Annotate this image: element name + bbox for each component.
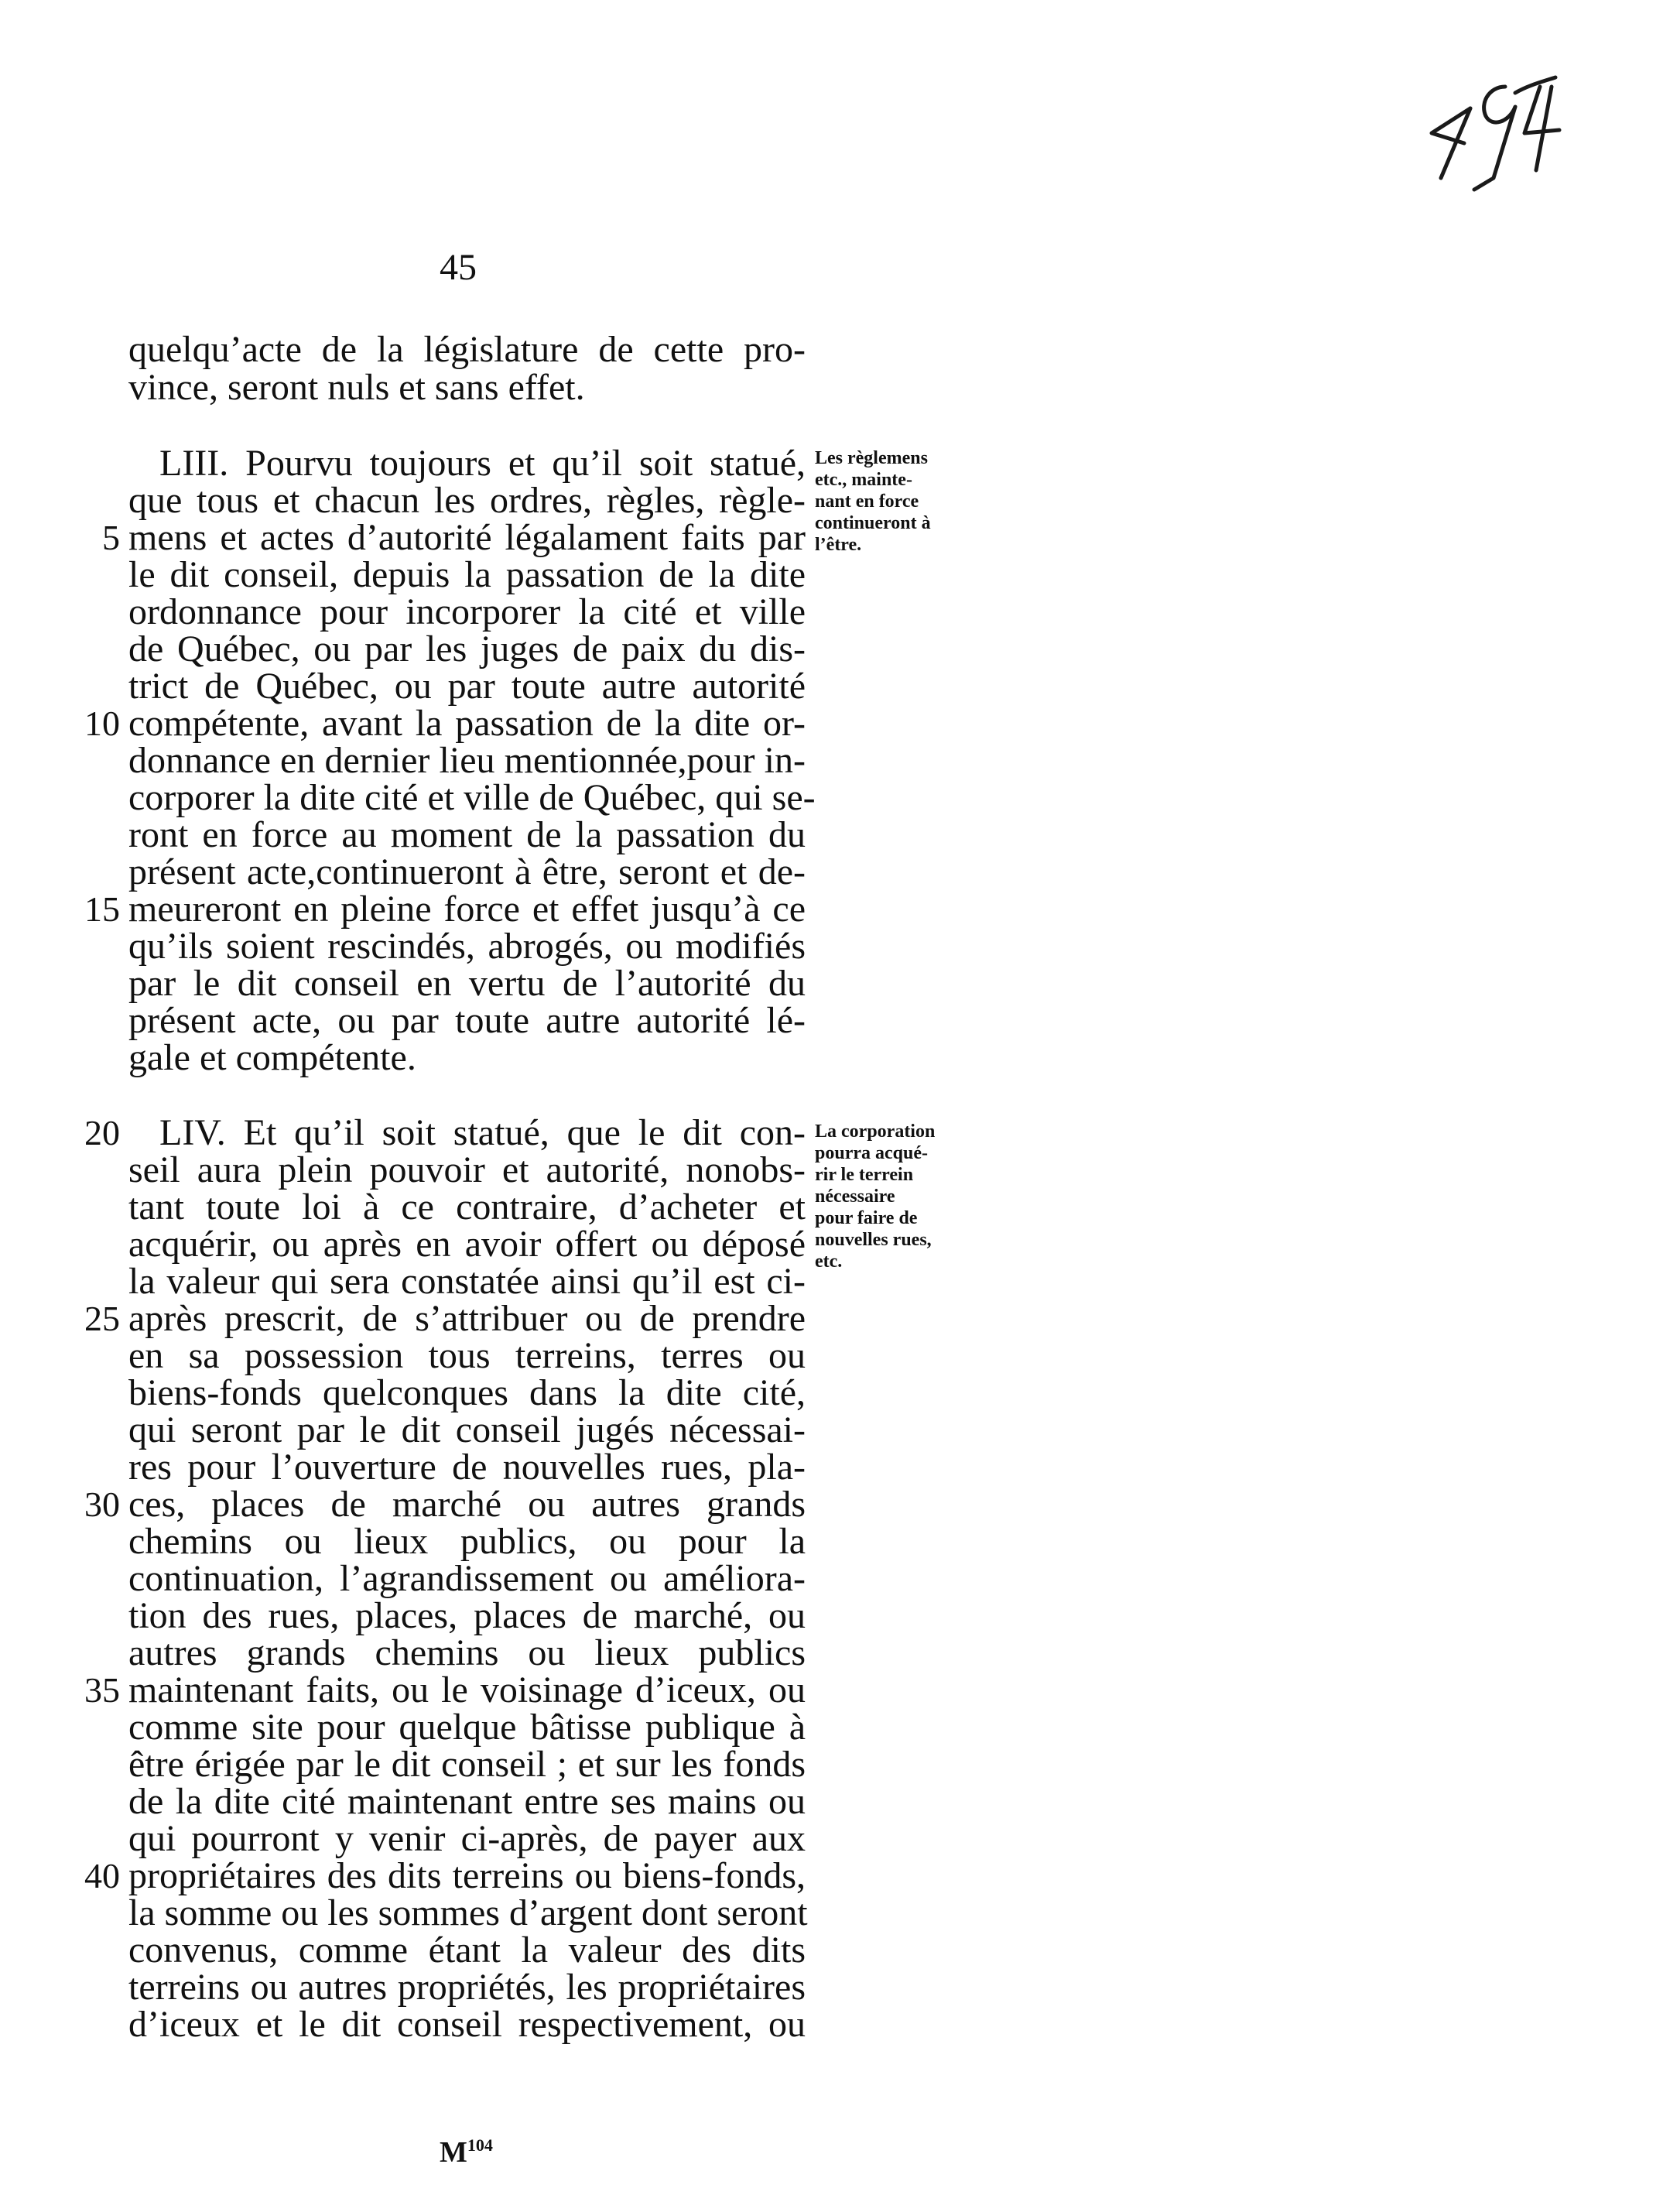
text-line: le dit conseil, depuis la passation de la dite: [128, 554, 806, 595]
text-line: comme site pour quelque bâtisse publique à: [128, 1707, 806, 1748]
text-line: ordonnance pour incorporer la cité et ville: [128, 591, 806, 632]
text-line: vince, seront nuls et sans effet.: [128, 367, 585, 408]
line-number: 20: [84, 1113, 120, 1152]
page-number: 45: [440, 247, 477, 288]
margin-note-line: l’être.: [815, 535, 862, 555]
line-number: 30: [84, 1484, 120, 1524]
text-line: biens-fonds quelconques dans la dite cité,: [128, 1372, 806, 1413]
text-line: chemins ou lieux publics, ou pour la: [128, 1521, 806, 1562]
line-number: 15: [84, 889, 120, 929]
margin-note: [815, 1121, 974, 1272]
text-line: trict de Québec, ou par toute autre autorité: [128, 666, 806, 707]
margin-note: [815, 447, 974, 556]
margin-note-line: nécessaire: [815, 1186, 895, 1207]
margin-note-line: continueront à: [815, 513, 931, 533]
text-line: la valeur qui sera constatée ainsi qu’il est ci-: [128, 1261, 806, 1302]
margin-note-line: pourra acqué-: [815, 1143, 928, 1163]
text-line: de la dite cité maintenant entre ses mains ou: [128, 1781, 806, 1822]
text-line: qui seront par le dit conseil jugés nécessai-: [128, 1409, 806, 1450]
text-line: par le dit conseil en vertu de l’autorité du: [128, 963, 806, 1004]
text-line: que tous et chacun les ordres, règles, règle-: [128, 480, 806, 521]
text-line: res pour l’ouverture de nouvelles rues, pla-: [128, 1447, 806, 1488]
line-number: 35: [84, 1670, 120, 1710]
text-line: acquérir, ou après en avoir offert ou déposé: [128, 1224, 806, 1265]
margin-note-line: etc., mainte-: [815, 470, 912, 490]
line-number: 40: [84, 1856, 120, 1895]
line-number: 10: [84, 704, 120, 743]
margin-note-line: nant en force: [815, 491, 919, 512]
margin-note-line: etc.: [815, 1252, 843, 1272]
margin-note-line: pour faire de: [815, 1208, 918, 1228]
text-line: qui pourront y venir ci-après, de payer aux: [128, 1818, 806, 1859]
text-line: gale et compétente.: [128, 1037, 416, 1078]
text-line: mens et actes d’autorité légalament faits par: [128, 517, 806, 558]
text-line: compétente, avant la passation de la dite or-: [128, 703, 806, 744]
text-line: tant toute loi à ce contraire, d’acheter et: [128, 1186, 806, 1228]
text-line: maintenant faits, ou le voisinage d’iceux, ou: [128, 1669, 806, 1710]
text-line: ront en force au moment de la passation du: [128, 814, 806, 855]
line-number: 25: [84, 1299, 120, 1338]
text-line: seil aura plein pouvoir et autorité, nonobs-: [128, 1149, 806, 1190]
text-line: terreins ou autres propriétés, les propriétaires: [128, 1967, 806, 2008]
text-line: LIV. Et qu’il soit statué, que le dit con-: [159, 1112, 806, 1153]
text-line: donnance en dernier lieu mentionnée,pour in-: [128, 740, 806, 781]
signature-number: 104: [467, 2135, 493, 2155]
text-line: ces, places de marché ou autres grands: [128, 1484, 806, 1525]
text-line: autres grands chemins ou lieux publics: [128, 1632, 806, 1673]
text-line: la somme ou les sommes d’argent dont seront: [128, 1892, 808, 1933]
margin-note-line: nouvelles rues,: [815, 1230, 932, 1250]
text-line: en sa possession tous terreins, terres ou: [128, 1335, 806, 1376]
text-line: présent acte, ou par toute autre autorité lé-: [128, 1000, 806, 1041]
text-line: propriétaires des dits terreins ou biens-fonds,: [128, 1855, 806, 1896]
margin-note-line: rir le terrein: [815, 1165, 914, 1185]
text-line: être érigée par le dit conseil ; et sur les fonds: [128, 1744, 806, 1785]
margin-note-line: Les règlemens: [815, 448, 928, 468]
text-line: LIII. Pourvu toujours et qu’il soit statué,: [159, 443, 806, 484]
text-line: après prescrit, de s’attribuer ou de prendre: [128, 1298, 806, 1339]
margin-note-line: La corporation: [815, 1121, 936, 1142]
text-line: corporer la dite cité et ville de Québec, qui se-: [128, 777, 816, 818]
signature-mark: [440, 2130, 493, 2168]
line-number: 5: [102, 518, 120, 557]
text-line: d’iceux et le dit conseil respectivement, ou: [128, 2004, 806, 2045]
text-line: de Québec, ou par les juges de paix du dis-: [128, 628, 806, 669]
text-line: meureront en pleine force et effet jusqu’à ce: [128, 889, 806, 930]
text-line: présent acte,continueront à être, seront et de-: [128, 851, 806, 892]
text-line: continuation, l’agrandissement ou améliora-: [128, 1558, 806, 1599]
text-line: quelqu’acte de la législature de cette pro-: [128, 329, 806, 370]
text-line: qu’ils soient rescindés, abrogés, ou modifiés: [128, 926, 806, 967]
text-line: convenus, comme étant la valeur des dits: [128, 1930, 806, 1971]
text-line: tion des rues, places, places de marché, ou: [128, 1595, 806, 1636]
signature-letter: M: [440, 2136, 467, 2169]
